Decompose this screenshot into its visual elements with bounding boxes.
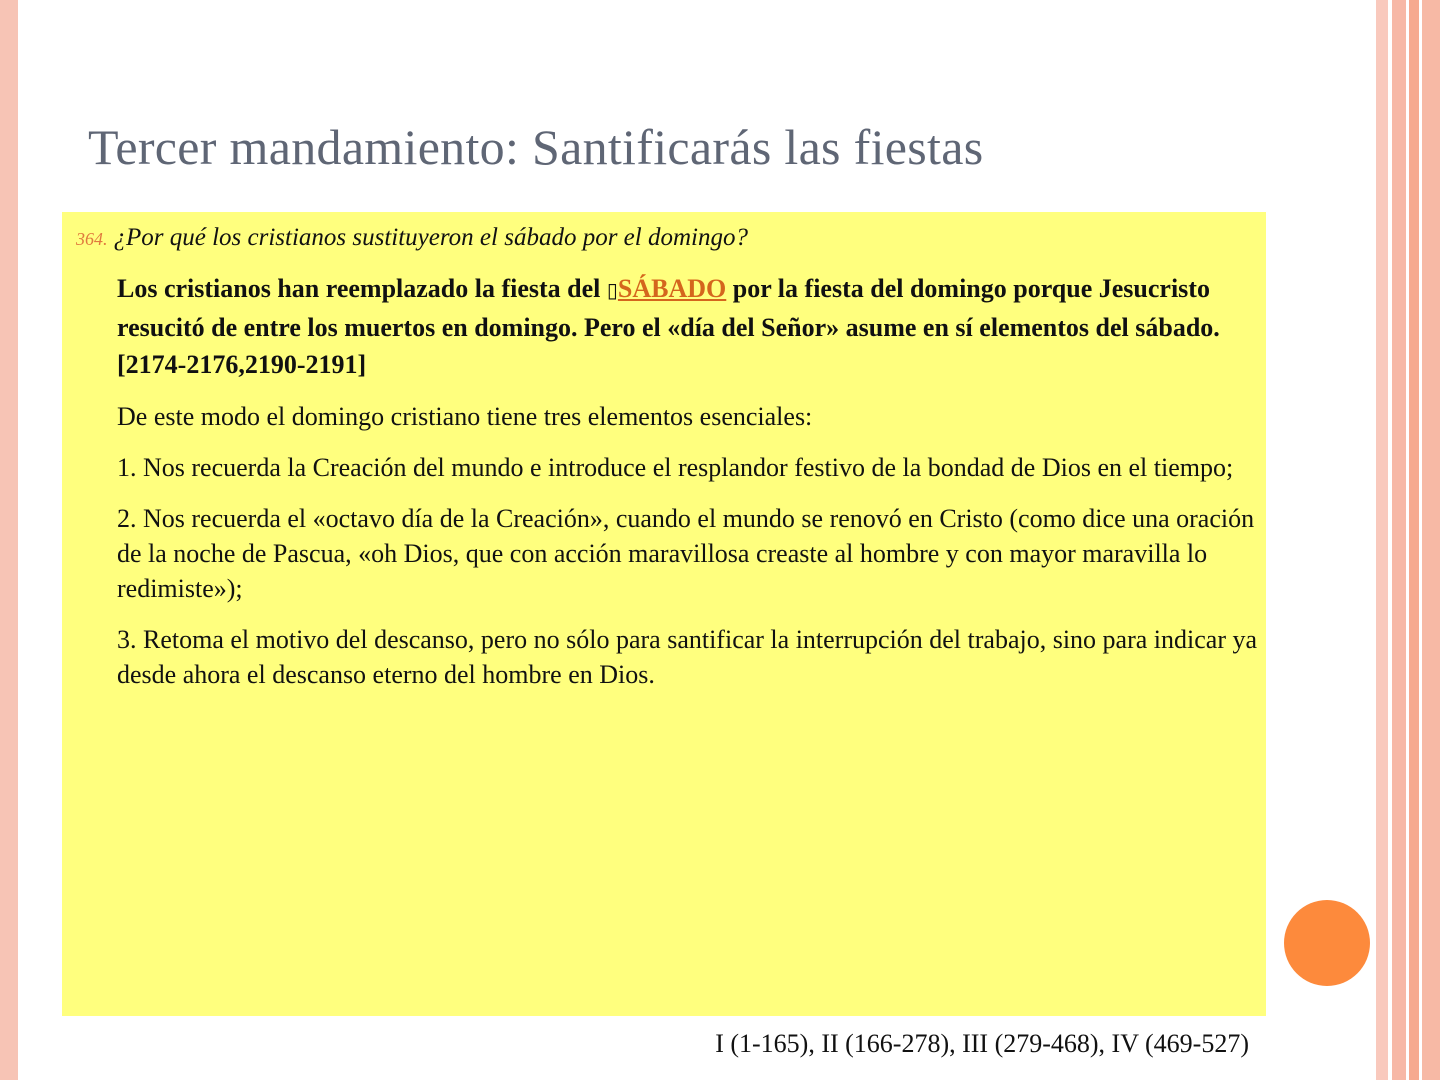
left-stripe-gap xyxy=(18,0,21,1080)
intro-paragraph: De este modo el domingo cristiano tiene tres elementos esenciales: xyxy=(117,402,813,431)
question xyxy=(76,224,748,252)
answer-bold-part1: Los cristianos han reemplazado la fiesta del xyxy=(117,274,607,303)
question-number: 364. xyxy=(76,229,108,249)
navigation-circle-button[interactable] xyxy=(1284,900,1370,986)
right-decorative-stripes xyxy=(1376,0,1440,1080)
slide-title: Tercer mandamiento: Santificarás las fiestas xyxy=(88,119,984,175)
answer-body xyxy=(117,270,1257,708)
footer-section-index: I (1-165), II (166-278), III (279-468), IV (469-527) xyxy=(715,1029,1249,1058)
element-2-paragraph: 2. Nos recuerda el «octavo día de la Creación», cuando el mundo se renovó en Cristo (como dice una oración de la noche de Pascua, «oh Dios, que con acción maravillosa creaste al hombre y con mayor maravilla lo redimiste»); xyxy=(117,504,1255,603)
answer-bold-part2: por la fiesta del domingo porque Jesucristo resucitó de entre los muertos en domingo. Pero el «día del Señor» asume en sí elementos del sábado. [2174-2176,2190-2191] xyxy=(117,274,1220,379)
element-3-paragraph: 3. Retoma el motivo del descanso, pero no sólo para santificar la interrupción del trabajo, sino para indicar ya desde ahora el descanso eterno del hombre en Dios. xyxy=(117,625,1258,689)
answer-bold-paragraph xyxy=(117,270,1257,383)
right-stripe xyxy=(1392,0,1406,1080)
element-1-paragraph: 1. Nos recuerda la Creación del mundo e introduce el resplandor festivo de la bondad de Dios en el tiempo; xyxy=(117,453,1234,482)
right-stripe xyxy=(1409,0,1419,1080)
left-decorative-stripe xyxy=(0,0,18,1080)
right-stripe xyxy=(1376,0,1388,1080)
question-text: ¿Por qué los cristianos sustituyeron el sábado por el domingo? xyxy=(113,224,748,251)
sabado-link[interactable]: SÁBADO xyxy=(617,274,727,303)
content-box xyxy=(62,212,1266,1016)
right-stripe xyxy=(1422,0,1440,1080)
missing-glyph-icon: ▯ xyxy=(606,278,618,302)
